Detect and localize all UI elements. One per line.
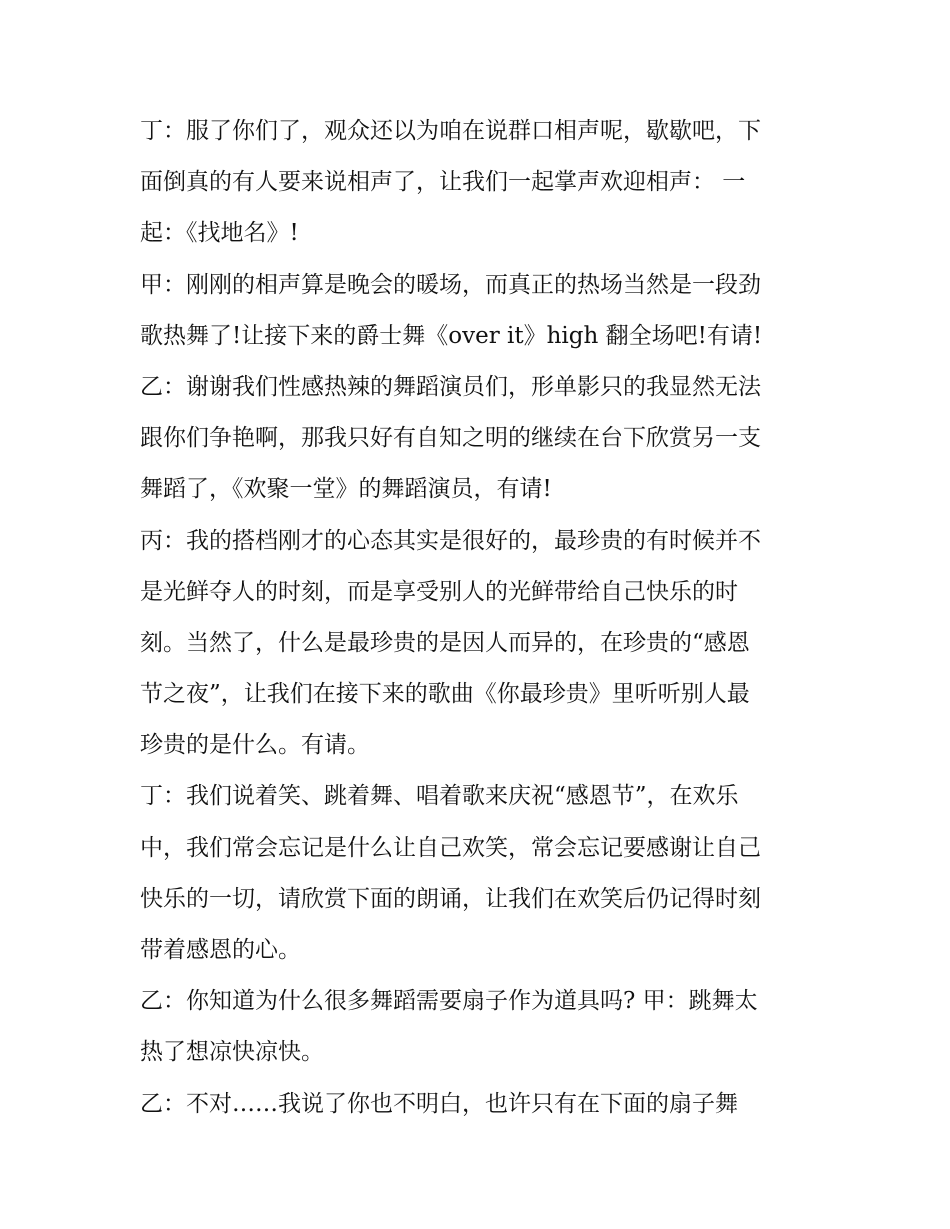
document-body <box>140 106 815 1130</box>
text-line: 热了想凉快凉快。 <box>140 1039 324 1066</box>
text-line: 带着感恩的心。 <box>140 937 301 963</box>
text-line: 刻。当然了，什么是最珍贵的是因人而异的，在珍贵的“感恩 <box>140 629 750 656</box>
text-line: 丁：服了你们了，观众还以为咱在说群口相声呢，歇歇吧，下 <box>140 118 761 144</box>
text-line: 快乐的一切，请欣赏下面的朗诵，让我们在欢笑后仍记得时刻 <box>140 885 761 912</box>
text-line: 中，我们常会忘记是什么让自己欢笑，常会忘记要感谢让自己 <box>140 834 761 861</box>
text-line: 面倒真的有人要来说相声了，让我们一起掌声欢迎相声： 一 <box>140 169 746 196</box>
text-line: 起：《找地名》! <box>140 220 299 247</box>
text-line: 节之夜”，让我们在接下来的歌曲《你最珍贵》里听听别人最 <box>140 681 750 708</box>
text-line: 歌热舞了!让接下来的爵士舞《over it》high 翻全场吧!有请! <box>140 322 763 349</box>
text-line: 丁：我们说着笑、跳着舞、唱着歌来庆祝“感恩节”，在欢乐 <box>140 783 739 810</box>
text-line: 珍贵的是什么。有请。 <box>140 732 370 759</box>
text-line: 跟你们争艳啊，那我只好有自知之明的继续在台下欣赏另一支 <box>140 425 761 452</box>
text-line: 甲：刚刚的相声算是晚会的暖场，而真正的热场当然是一段劲 <box>140 271 761 298</box>
text-line: 乙：你知道为什么很多舞蹈需要扇子作为道具吗? 甲：跳舞太 <box>140 988 758 1015</box>
text-line: 是光鲜夺人的时刻，而是享受别人的光鲜带给自己快乐的时 <box>140 578 738 605</box>
text-line: 乙：不对……我说了你也不明白，也许只有在下面的扇子舞 <box>140 1090 738 1117</box>
text-line: 乙：谢谢我们性感热辣的舞蹈演员们，形单影只的我显然无法 <box>140 373 761 400</box>
text-line: 丙：我的搭档刚才的心态其实是很好的，最珍贵的有时候并不 <box>140 527 761 554</box>
text-line: 舞蹈了，《欢聚一堂》的舞蹈演员，有请! <box>140 476 552 503</box>
